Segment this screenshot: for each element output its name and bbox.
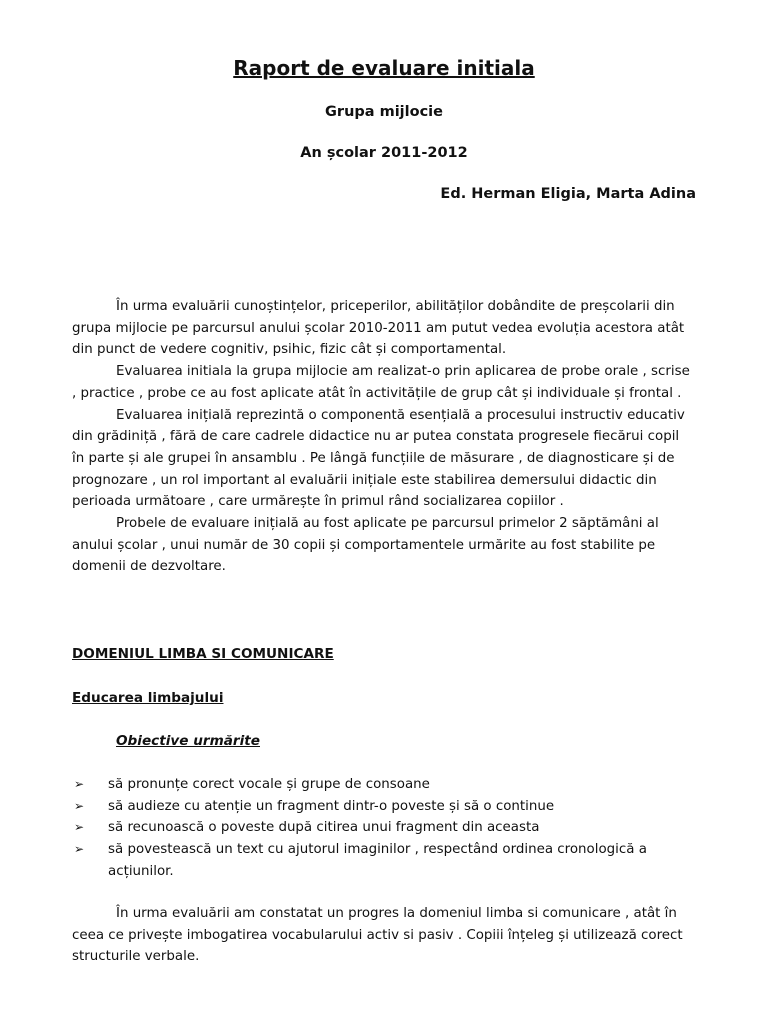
paragraph: Evaluarea initiala la grupa mijlocie am realizat-o prin aplicarea de probe orale , scrise , practice , probe ce au fost aplicate atât în activitățile de grup cât și individuale și frontal . bbox=[72, 364, 690, 401]
paragraph: Evaluarea inițială reprezintă o componentă esențială a procesului instructiv educativ din grădiniță , fără de care cadrele didactice nu ar putea constata progresele fiecărui copil în parte și ale grupei în ansamblu . Pe lângă funcțiile de măsurare , de diagnosticare și de prognozare , un rol important al evaluării inițiale este stabilirea demersului didactic din perioada următoare , care urmărește în primul rând socializarea copiilor . bbox=[72, 407, 685, 510]
body-text bbox=[72, 296, 692, 578]
list-item bbox=[72, 796, 692, 818]
arrowhead-bullet-icon: ➢ bbox=[74, 798, 85, 813]
school-year: An școlar 2011-2012 bbox=[300, 145, 468, 161]
domain-heading: DOMENIUL LIMBA SI COMUNICARE bbox=[72, 646, 334, 662]
group-subtitle: Grupa mijlocie bbox=[325, 104, 443, 120]
objectives-list bbox=[72, 774, 692, 883]
arrowhead-bullet-icon: ➢ bbox=[74, 777, 85, 791]
arrowhead-bullet-icon: ➢ bbox=[74, 820, 85, 835]
arrowhead-bullet-icon: ➢ bbox=[74, 842, 85, 857]
paragraph: În urma evaluării cunoștințelor, priceperilor, abilităților dobândite de preșcolarii din grupa mijlocie pe parcursul anului școlar 2010-2011 am putut vedea evoluția acestora atât din punct de vedere cognitiv, psihic, fizic cât și comportamental. bbox=[72, 299, 685, 358]
list-item bbox=[72, 817, 692, 839]
document-title: Raport de evaluare initiala bbox=[233, 56, 535, 80]
objectives-heading: Obiective urmărite bbox=[116, 733, 260, 749]
objective-text: să pronunțe corect vocale și grupe de consoane bbox=[108, 777, 430, 792]
list-item bbox=[72, 839, 692, 882]
objective-text: să povestească un text cu ajutorul imaginilor , respectând ordinea cronologică a acțiunilor. bbox=[108, 842, 647, 879]
objective-text: să recunoască o poveste după citirea unui fragment din aceasta bbox=[108, 820, 540, 836]
conclusion-paragraph: În urma evaluării am constatat un progres la domeniul limba si comunicare , atât în ceea ce privește imbogatirea vocabularului activ si pasiv . Copiii înțeleg și utilizează corect structurile verbale. bbox=[72, 906, 683, 965]
paragraph: Probele de evaluare inițială au fost aplicate pe parcursul primelor 2 săptămâni al anului școlar , unui număr de 30 copii și comportamentele urmărite au fost stabilite pe domenii de dezvoltare. bbox=[72, 516, 659, 575]
list-item bbox=[72, 774, 692, 796]
objective-text: să audieze cu atenție un fragment dintr-o poveste și să o continue bbox=[108, 798, 555, 814]
subdomain-heading: Educarea limbajului bbox=[72, 690, 224, 706]
authors-line: Ed. Herman Eligia, Marta Adina bbox=[440, 186, 696, 202]
